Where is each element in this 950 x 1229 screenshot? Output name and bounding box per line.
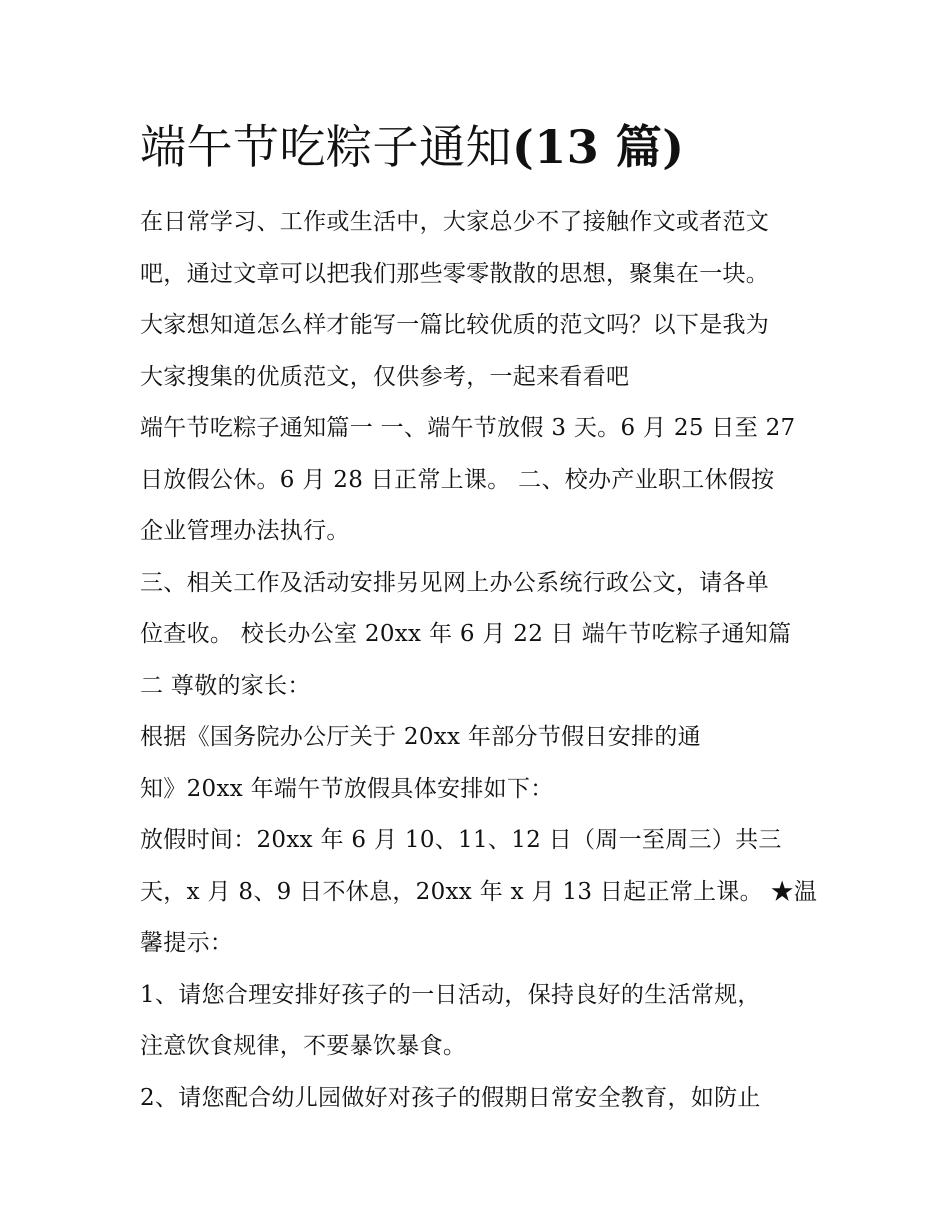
body-line-13: 放假时间：20xx 年 6 月 10、11、12 日（周一至周三）共三: [140, 827, 782, 853]
title-count: (13 篇): [512, 120, 685, 174]
body-line-4: 大家搜集的优质范文，仅供参考，一起来看看吧: [140, 363, 630, 390]
document-body: [140, 197, 820, 1124]
body-line-17: 注意饮食规律，不要暴饮暴食。: [140, 1033, 467, 1059]
body-line-14: 天，x 月 8、9 日不休息，20xx 年 x 月 13 日起正常上课。 ★温: [140, 878, 818, 905]
body-line-1: 在日常学习、工作或生活中，大家总少不了接触作文或者范文: [140, 209, 770, 235]
body-line-8: 三、相关工作及活动安排另见网上办公系统行政公文，请各单: [140, 569, 770, 596]
body-line-5: 端午节吃粽子通知篇一 一、端午节放假 3 天。6 月 25 日至 27: [140, 415, 796, 441]
body-line-6: 日放假公休。6 月 28 日正常上课。 二、校办产业职工休假按: [140, 466, 775, 493]
body-line-10: 二 尊敬的家长：: [140, 672, 311, 699]
page-title: [140, 112, 840, 182]
body-line-18: 2、请您配合幼儿园做好对孩子的假期日常安全教育，如防止: [140, 1084, 761, 1111]
title-text: 端午节吃粽子通知: [140, 120, 512, 174]
body-line-2: 吧，通过文章可以把我们那些零零散散的思想，聚集在一块。: [140, 260, 770, 287]
body-line-16: 1、请您合理安排好孩子的一日活动，保持良好的生活常规，: [140, 981, 761, 1008]
body-line-15: 馨提示：: [140, 930, 234, 956]
body-line-11: 根据《国务院办公厅关于 20xx 年部分节假日安排的通: [140, 724, 701, 750]
body-line-7: 企业管理办法执行。: [140, 518, 350, 544]
body-line-12: 知》20xx 年端午节放假具体安排如下：: [140, 775, 554, 802]
body-line-9: 位查收。 校长办公室 20xx 年 6 月 22 日 端午节吃粽子通知篇: [140, 621, 792, 647]
body-line-3: 大家想知道怎么样才能写一篇比较优质的范文吗？以下是我为: [140, 312, 770, 338]
